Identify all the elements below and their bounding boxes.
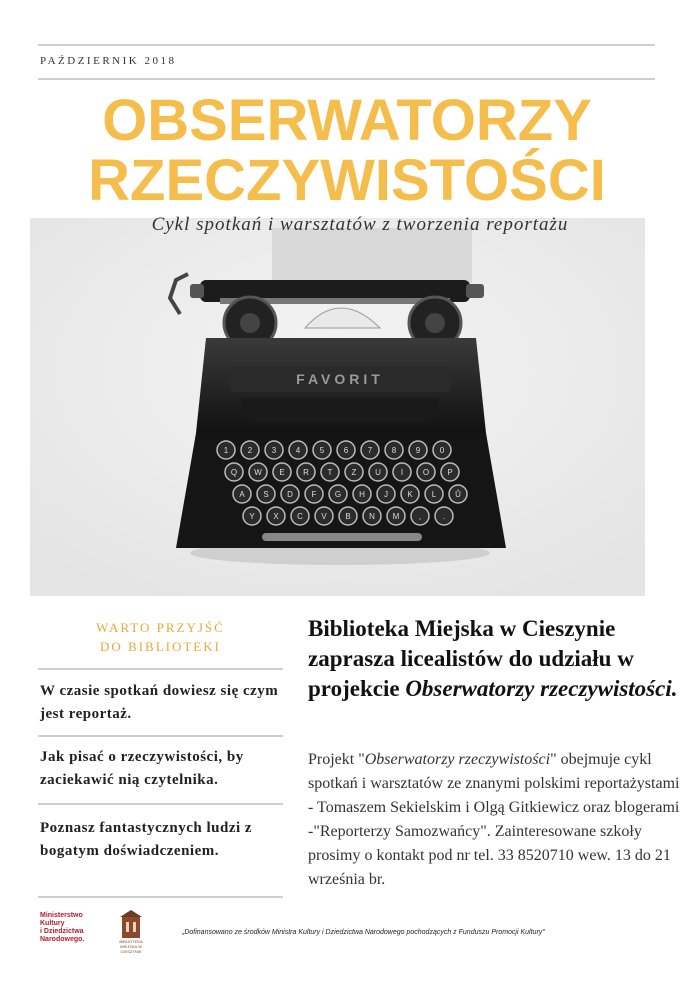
typewriter-key-label: 6 — [343, 446, 349, 455]
aside-title-line-1: WARTO PRZYJŚĆ — [96, 620, 225, 635]
ministry-logo-line-2: Kultury — [40, 920, 65, 927]
typewriter-key-label: R — [303, 468, 309, 477]
typewriter-key-label: 3 — [271, 446, 277, 455]
body-rest: " obejmuje cykl spotkań i warsztatów ze znanymi polskimi reportażystami - Tomaszem Sekielskim i Olgą Gitkiewicz oraz blogerami -"Reporterzy Samozwańcy". Zainteresowane szkoły prosimy o kontakt pod nr tel. 33 8520710 wew. 13 do 21 września br. — [308, 751, 680, 888]
headline — [308, 614, 678, 704]
typewriter-key-label: E — [279, 468, 285, 477]
body-prefix: Projekt " — [308, 751, 365, 768]
typewriter-key-label: 0 — [439, 446, 445, 455]
typewriter-key-label: K — [407, 490, 413, 499]
headline-text: Biblioteka Miejska w Cieszynie zaprasza licealistów do udziału w projekcie — [308, 616, 634, 701]
typewriter-photo — [30, 218, 645, 596]
typewriter-key-label: U — [375, 468, 381, 477]
ministry-logo-line-4: Narodowego. — [40, 936, 85, 943]
typewriter-key-label: A — [239, 490, 245, 499]
typewriter-key-label: M — [392, 512, 400, 521]
typewriter-key-label: 5 — [319, 446, 325, 455]
typewriter-key-label: W — [254, 468, 262, 477]
ministry-logo-line-1: Ministerstwo — [40, 912, 83, 919]
title-line-2: RZECZYWISTOŚCI — [88, 148, 606, 213]
typewriter-key-label: H — [359, 490, 365, 499]
typewriter-key-label: 4 — [295, 446, 301, 455]
typewriter-key-label: S — [263, 490, 269, 499]
library-logo — [111, 910, 151, 954]
header-rule — [38, 78, 655, 80]
typewriter-key-label: 1 — [223, 446, 229, 455]
body-italic: Obserwatorzy rzeczywistości — [364, 751, 551, 768]
body-text — [308, 748, 683, 892]
typewriter-key-label: 7 — [367, 446, 373, 455]
typewriter-key-label: T — [327, 468, 333, 477]
typewriter-illustration — [30, 218, 645, 596]
typewriter-key-label: I — [400, 468, 404, 477]
aside-item-3: Poznasz fantastycznych ludzi z bogatym doświadczeniem. — [40, 820, 253, 859]
aside-rule-2 — [38, 735, 283, 737]
aside-item-1: W czasie spotkań dowiesz się czym jest reportaż. — [40, 683, 279, 722]
ministry-logo-line-3: i Dziedzictwa — [40, 928, 84, 935]
typewriter-key-label: L — [431, 490, 437, 499]
typewriter-key-label: C — [297, 512, 303, 521]
typewriter-key-label: . — [442, 512, 446, 521]
typewriter-key-label: Q — [230, 468, 238, 477]
typewriter-key-label: G — [334, 490, 342, 499]
typewriter-key-label: , — [418, 512, 422, 521]
library-building-icon — [120, 910, 142, 938]
issue-date: PAŹDZIERNIK 2018 — [40, 55, 177, 67]
aside-rule-3 — [38, 803, 283, 805]
typewriter-key-label: 9 — [415, 446, 421, 455]
typewriter-key-label: J — [384, 490, 388, 499]
typewriter-key-label: O — [422, 468, 430, 477]
typewriter-brand: FAVORIT — [296, 371, 384, 387]
typewriter-key-label: Y — [249, 512, 255, 521]
funding-note: „Dofinansowano ze środków Ministra Kultury i Dziedzictwa Narodowego pochodzących z Funduszu Promocji Kultury" — [182, 929, 545, 936]
typewriter-key-label: N — [369, 512, 375, 521]
typewriter-key-label: V — [321, 512, 327, 521]
aside-item-2: Jak pisać o rzeczywistości, by zaciekawić nią czytelnika. — [40, 749, 244, 788]
space-bar — [262, 533, 422, 541]
typewriter-key-label: 2 — [247, 446, 253, 455]
subtitle: Cykl spotkań i warsztatów z tworzenia reportażu — [151, 214, 569, 235]
aside-rule-4 — [38, 896, 283, 898]
top-rule — [38, 44, 655, 46]
paper-rest — [272, 228, 472, 283]
typewriter-key-label: P — [447, 468, 453, 477]
typewriter-key-label: F — [311, 490, 317, 499]
library-logo-text: BIBLIOTEKA MIEJSKA W CIESZYNIE — [119, 939, 143, 954]
typewriter-key-label: D — [287, 490, 293, 499]
typewriter-key-label: B — [345, 512, 351, 521]
ministry-logo — [40, 912, 102, 944]
headline-italic: Obserwatorzy rzeczywistości. — [405, 676, 678, 701]
typewriter-key-label: Ů — [455, 490, 461, 499]
aside-rule-1 — [38, 668, 283, 670]
typewriter-key-label: X — [273, 512, 279, 521]
typewriter-key-label: 8 — [391, 446, 397, 455]
typewriter-key-label: Z — [351, 468, 357, 477]
title-line-1: OBSERWATORZY — [102, 88, 592, 153]
aside-title-line-2: DO BIBLIOTEKI — [100, 639, 221, 654]
